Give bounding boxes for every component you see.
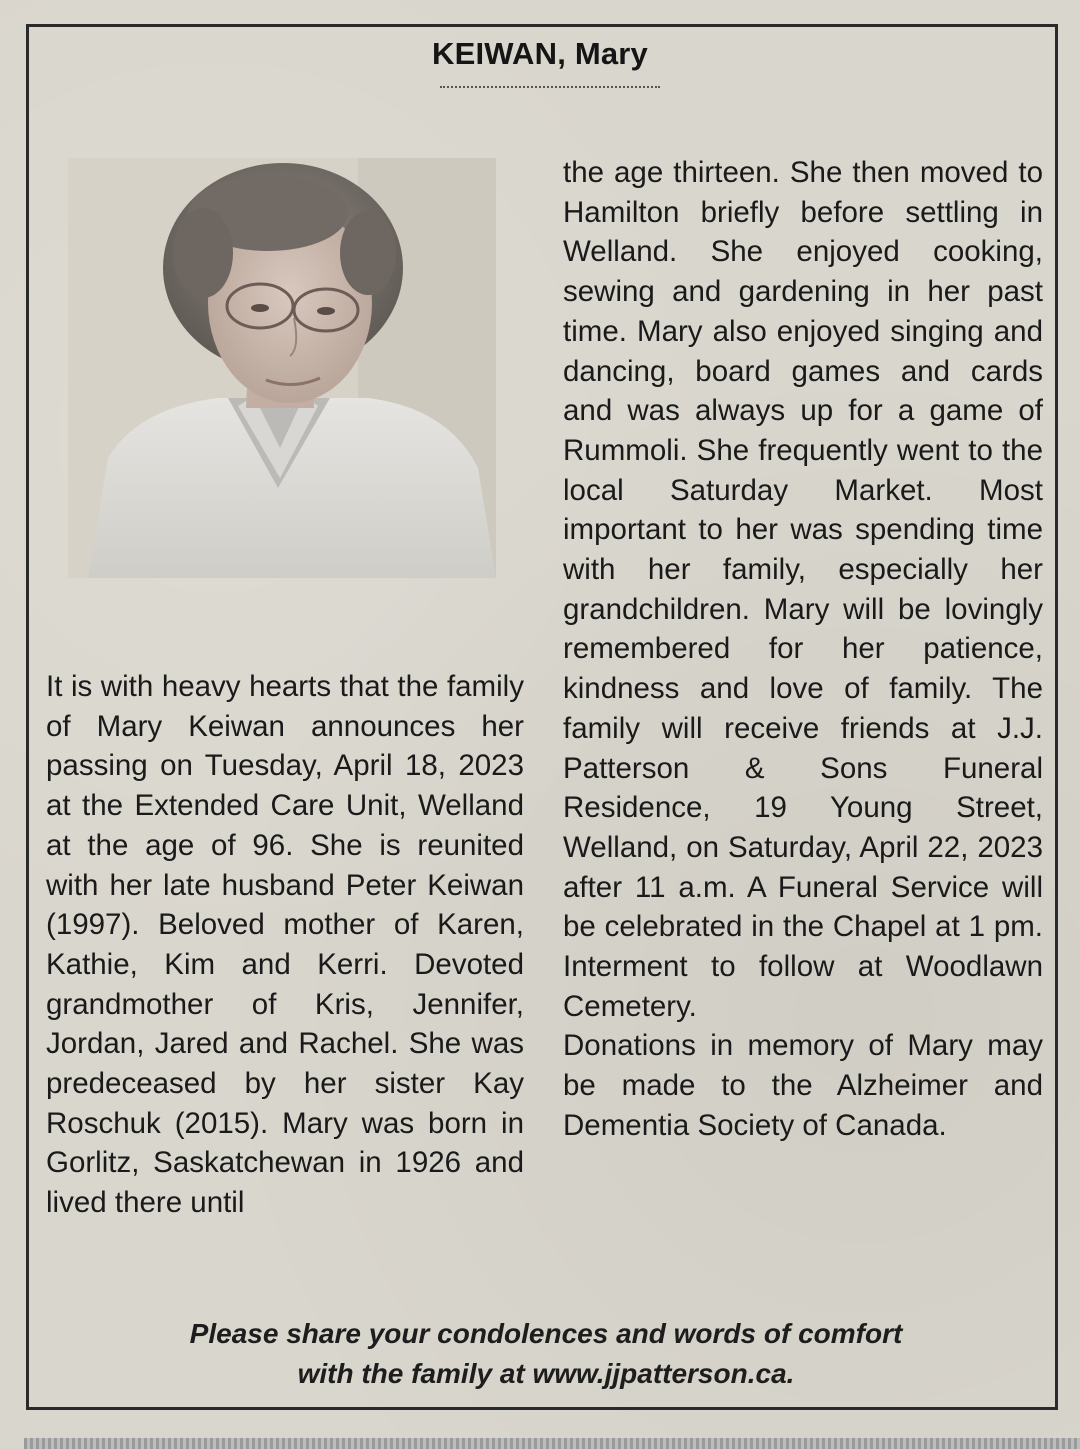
obituary-headline: KEIWAN, Mary bbox=[432, 36, 648, 71]
headline-rule bbox=[440, 86, 660, 88]
page-bottom-edge bbox=[24, 1438, 1080, 1449]
portrait-photo bbox=[68, 158, 496, 578]
obituary-right-column bbox=[563, 153, 1043, 1146]
closing-note bbox=[0, 1314, 1080, 1394]
donations-paragraph: Donations in memory of Mary may be made to the Alzheimer and Dementia Society of Canada. bbox=[563, 1029, 1043, 1142]
obituary-paragraph-2: the age thirteen. She then moved to Hamilton briefly before settling in Welland. She enjoyed cooking, sewing and gardening in her past time. Mary also enjoyed singing and dancing, board games and cards and was always up for a game of Rummoli. She frequently went to the local Saturday Market. Most important to her was spending time with her family, especially her grandchildren. Mary will be lovingly remembered for her patience, kindness and love of family. The family will receive friends at J.J. Patterson & Sons Funeral Residence, 19 Young Street, Welland, on Saturday, April 22, 2023 after 11 a.m. A Funeral Service will be celebrated in the Chapel at 1 pm. Interment to follow at Woodlawn Cemetery. bbox=[563, 156, 1043, 1023]
obituary-paragraph-1: It is with heavy hearts that the family of Mary Keiwan announces her passing on Tuesday, April 18, 2023 at the Extended Care Unit, Welland at the age of 96. She is reunited with her late husband Peter Keiwan (1997). Beloved mother of Karen, Kathie, Kim and Kerri. Devoted grandmother of Kris, Jennifer, Jordan, Jared and Rachel. She was predeceased by her sister Kay Roschuk (2015). Mary was born in Gorlitz, Saskatchewan in 1926 and lived there until bbox=[46, 670, 524, 1220]
obituary-left-column bbox=[46, 667, 524, 1223]
portrait-illustration bbox=[68, 158, 496, 578]
closing-line-2: with the family at www.jjpatterson.ca. bbox=[297, 1358, 795, 1389]
closing-line-1: Please share your condolences and words of comfort bbox=[189, 1318, 903, 1349]
